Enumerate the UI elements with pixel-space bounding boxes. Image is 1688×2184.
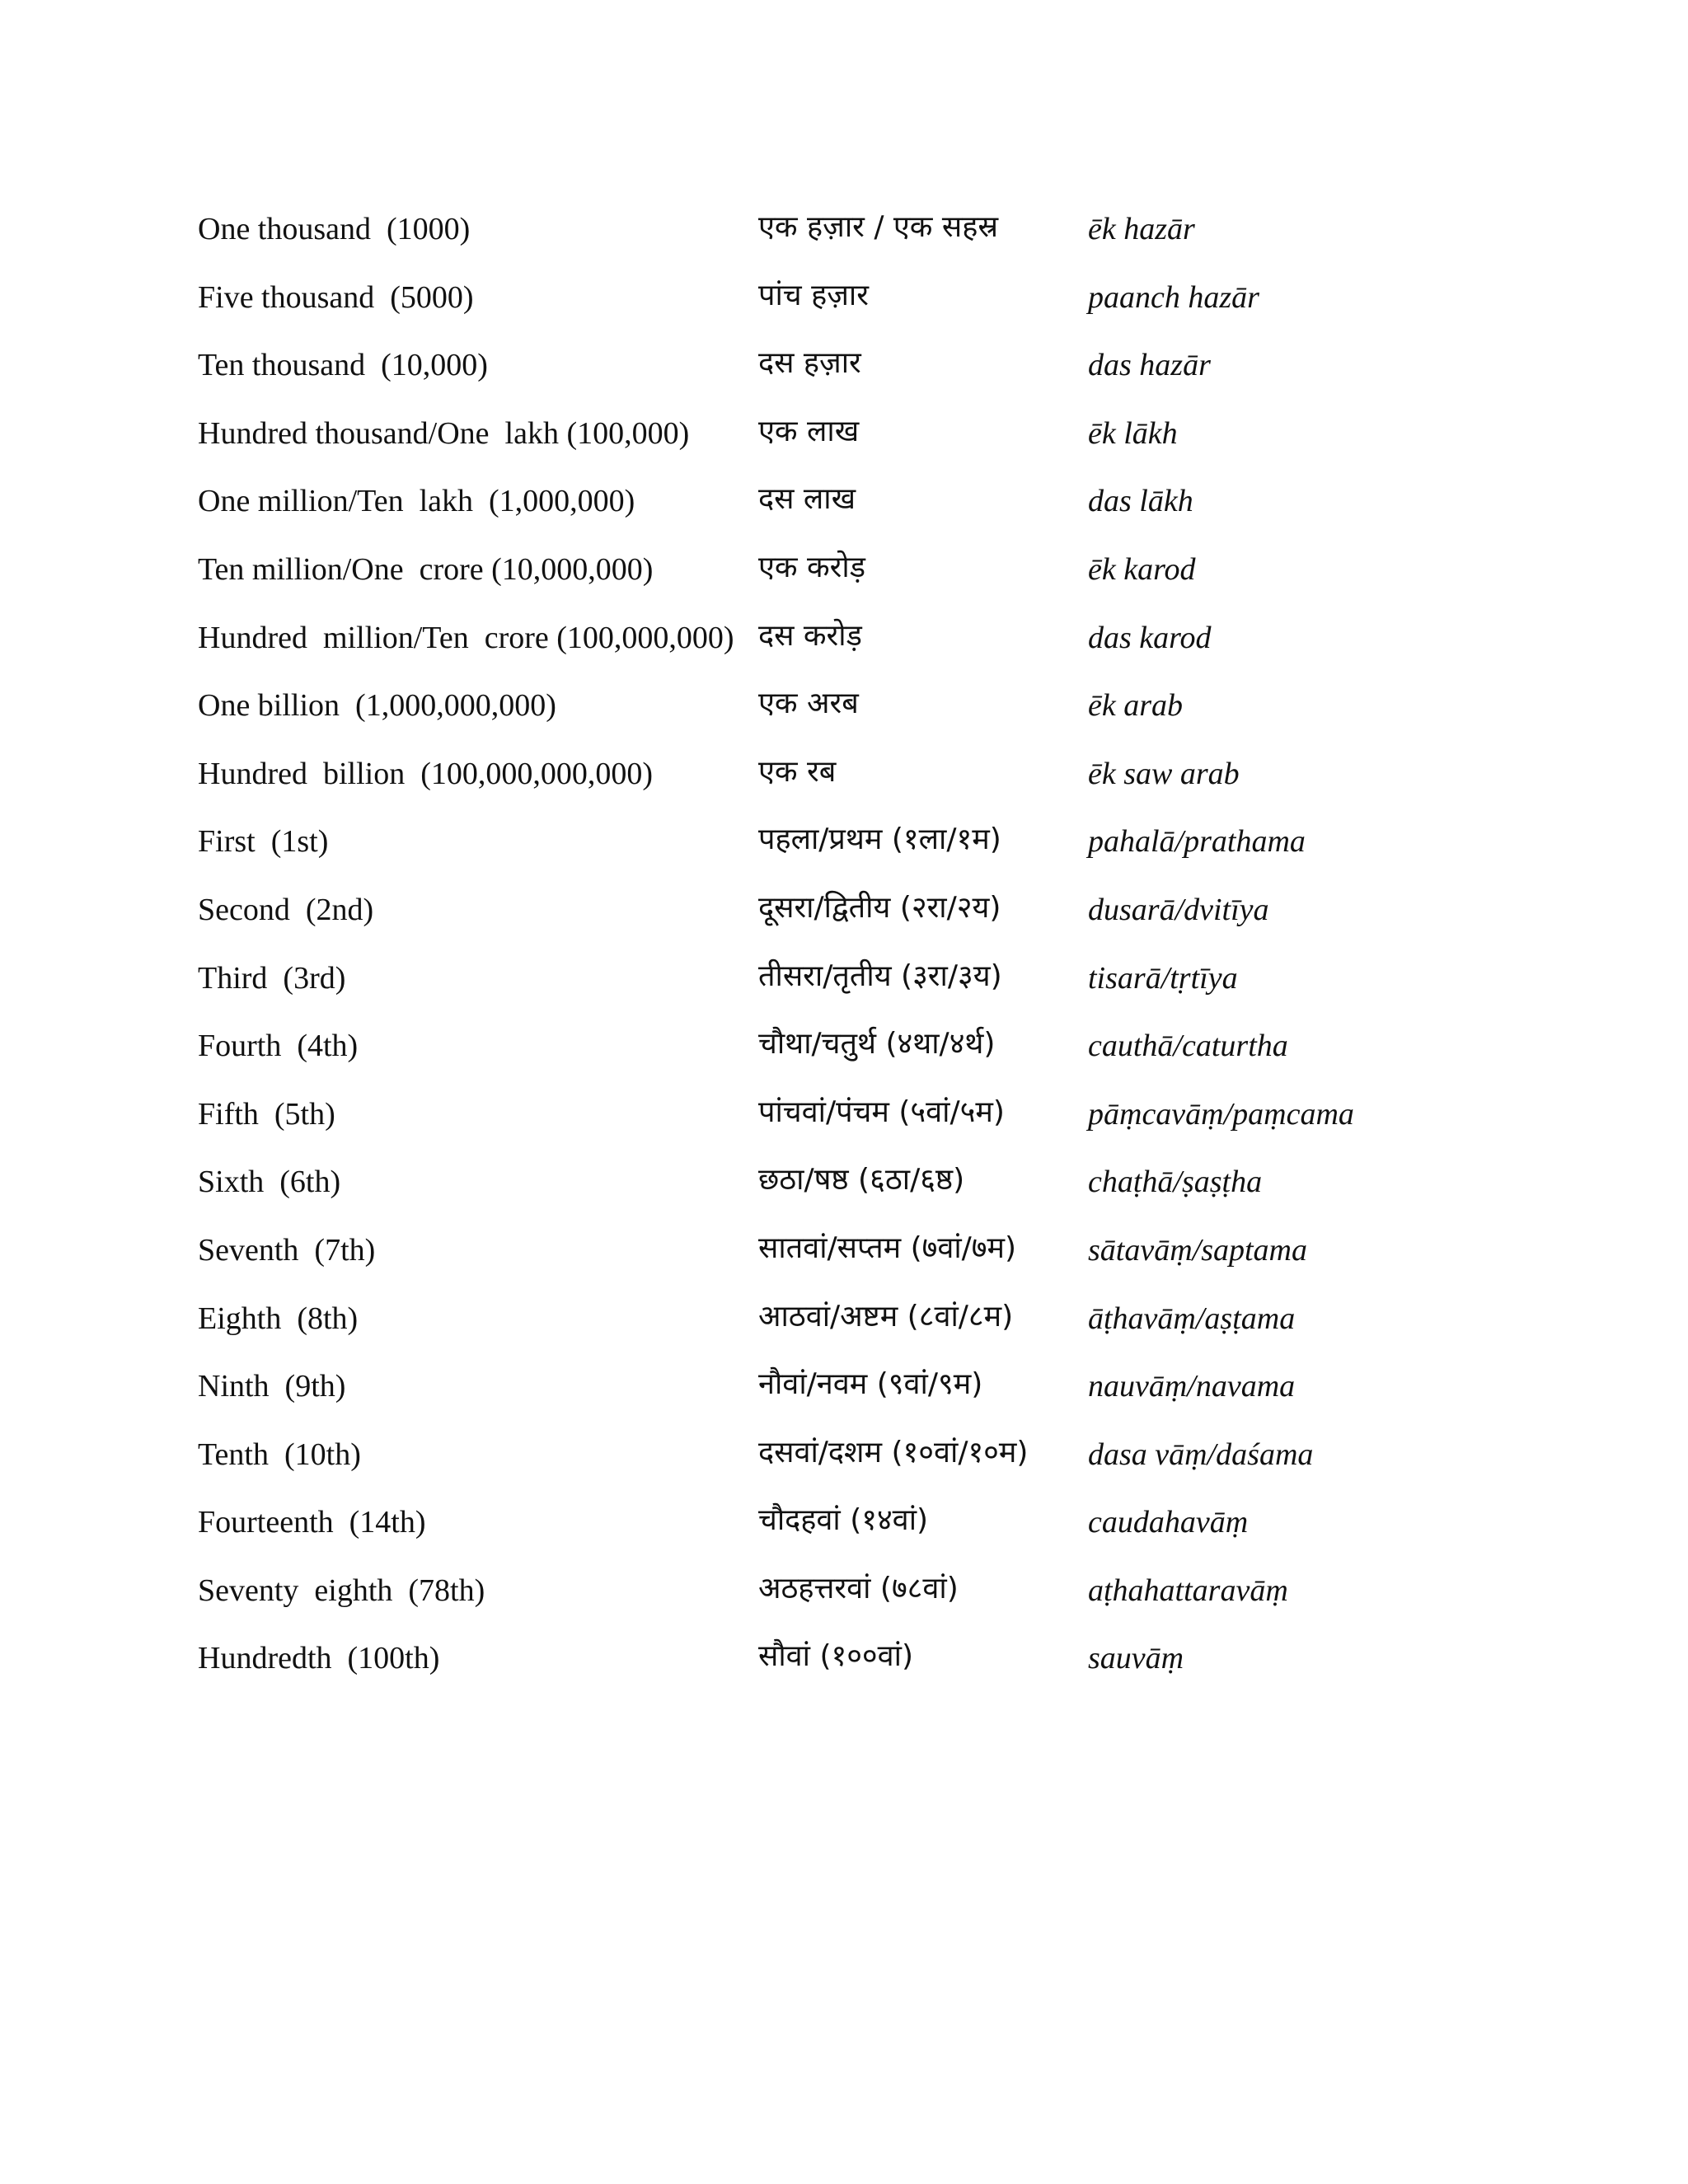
hindi-term: एक लाख xyxy=(758,414,860,448)
vocabulary-row xyxy=(198,887,1484,955)
vocabulary-row xyxy=(198,751,1484,819)
vocabulary-row xyxy=(198,1023,1484,1091)
english-term: One billion (1,000,000,000) xyxy=(198,688,556,724)
english-term: Tenth (10th) xyxy=(198,1436,361,1472)
vocabulary-row xyxy=(198,1635,1484,1704)
english-term: One thousand (1000) xyxy=(198,212,471,246)
hindi-term: एक हज़ार / एक सहस्र xyxy=(758,210,999,244)
number-vocabulary-list xyxy=(198,206,1484,1704)
english-term: Ninth (9th) xyxy=(198,1369,346,1404)
english-term: Hundred million/Ten crore (100,000,000) xyxy=(198,620,734,655)
english-term: Sixth (6th) xyxy=(198,1165,341,1200)
english-term: Seventh (7th) xyxy=(198,1232,376,1268)
english-term: Eighth (8th) xyxy=(198,1301,359,1336)
vocabulary-row xyxy=(198,478,1484,546)
english-term: Fourteenth (14th) xyxy=(198,1505,426,1540)
hindi-term: सातवां/सप्तम (७वां/७म) xyxy=(758,1230,1017,1265)
english-term: Second (2nd) xyxy=(198,892,374,927)
hindi-term: दूसरा/द्वितीय (२रा/२य) xyxy=(758,890,1001,925)
english-term: Hundredth (100th) xyxy=(198,1641,440,1676)
transliteration: pahalā/prathama xyxy=(1088,824,1306,860)
hindi-term: दसवां/दशम (१०वां/१०म) xyxy=(758,1435,1029,1469)
transliteration: tisarā/tṛtīya xyxy=(1088,960,1238,996)
english-term: Third (3rd) xyxy=(198,960,346,996)
hindi-term: अठहत्तरवां (७८वां) xyxy=(758,1571,959,1605)
vocabulary-row xyxy=(198,546,1484,615)
english-term: Fifth (5th) xyxy=(198,1096,335,1132)
hindi-term: पांच हज़ार xyxy=(758,278,869,312)
hindi-term: चौथा/चतुर्थ (४था/४र्थ) xyxy=(758,1027,996,1062)
hindi-term: दस हज़ार xyxy=(758,346,861,381)
transliteration: caudahavāṃ xyxy=(1088,1505,1249,1540)
hindi-term: नौवां/नवम (९वां/९म) xyxy=(758,1367,983,1402)
vocabulary-row xyxy=(198,1568,1484,1636)
transliteration: das lākh xyxy=(1088,484,1193,519)
transliteration: aṭhahattaravāṃ xyxy=(1088,1572,1288,1608)
hindi-term: एक करोड़ xyxy=(758,550,865,584)
vocabulary-row xyxy=(198,342,1484,410)
transliteration: dasa vāṃ/daśama xyxy=(1088,1436,1314,1472)
hindi-term: दस करोड़ xyxy=(758,618,862,653)
transliteration: chaṭhā/ṣaṣṭha xyxy=(1088,1165,1263,1200)
transliteration: ēk hazār xyxy=(1088,212,1195,246)
vocabulary-row xyxy=(198,410,1484,479)
english-term: First (1st) xyxy=(198,824,329,860)
transliteration: pāṃcavāṃ/paṃcama xyxy=(1088,1096,1354,1132)
hindi-term: पहला/प्रथम (१ला/१म) xyxy=(758,823,1001,857)
vocabulary-row xyxy=(198,1091,1484,1160)
transliteration: ēk saw arab xyxy=(1088,756,1240,791)
vocabulary-row xyxy=(198,206,1484,274)
hindi-term: दस लाख xyxy=(758,482,856,517)
transliteration: ēk arab xyxy=(1088,688,1184,724)
english-term: Ten thousand (10,000) xyxy=(198,348,488,383)
vocabulary-row xyxy=(198,1159,1484,1227)
hindi-term: छठा/षष्ठ (६ठा/६ष्ठ) xyxy=(758,1163,965,1197)
hindi-term: आठवां/अष्टम (८वां/८म) xyxy=(758,1299,1014,1333)
english-term: Hundred thousand/One lakh (100,000) xyxy=(198,415,690,451)
vocabulary-row xyxy=(198,682,1484,751)
transliteration: sātavāṃ/saptama xyxy=(1088,1232,1307,1268)
vocabulary-row xyxy=(198,274,1484,343)
english-term: Ten million/One crore (10,000,000) xyxy=(198,551,654,587)
hindi-term: तीसरा/तृतीय (३रा/३य) xyxy=(758,958,1002,993)
english-term: One million/Ten lakh (1,000,000) xyxy=(198,484,635,519)
hindi-term: सौवां (१००वां) xyxy=(758,1639,914,1674)
english-term: Five thousand (5000) xyxy=(198,279,474,315)
hindi-term: पांचवां/पंचम (५वां/५म) xyxy=(758,1094,1005,1129)
hindi-term: चौदहवां (१४वां) xyxy=(758,1503,929,1538)
vocabulary-row xyxy=(198,1432,1484,1500)
vocabulary-row xyxy=(198,818,1484,887)
transliteration: das karod xyxy=(1088,620,1212,655)
transliteration: nauvāṃ/navama xyxy=(1088,1369,1296,1404)
transliteration: paanch hazār xyxy=(1088,279,1259,315)
transliteration: ēk lākh xyxy=(1088,415,1178,451)
transliteration: ēk karod xyxy=(1088,551,1196,587)
transliteration: das hazār xyxy=(1088,348,1211,383)
hindi-term: एक रब xyxy=(758,754,837,789)
vocabulary-row xyxy=(198,615,1484,683)
transliteration: cauthā/caturtha xyxy=(1088,1029,1288,1064)
transliteration: āṭhavāṃ/aṣṭama xyxy=(1088,1301,1296,1336)
english-term: Hundred billion (100,000,000,000) xyxy=(198,756,654,791)
hindi-term: एक अरब xyxy=(758,687,859,721)
vocabulary-row xyxy=(198,1227,1484,1296)
vocabulary-row xyxy=(198,1363,1484,1432)
english-term: Seventy eighth (78th) xyxy=(198,1572,485,1608)
transliteration: dusarā/dvitīya xyxy=(1088,892,1269,927)
transliteration: sauvāṃ xyxy=(1088,1641,1184,1676)
vocabulary-row xyxy=(198,1296,1484,1364)
vocabulary-row xyxy=(198,955,1484,1024)
english-term: Fourth (4th) xyxy=(198,1029,359,1064)
vocabulary-row xyxy=(198,1499,1484,1568)
